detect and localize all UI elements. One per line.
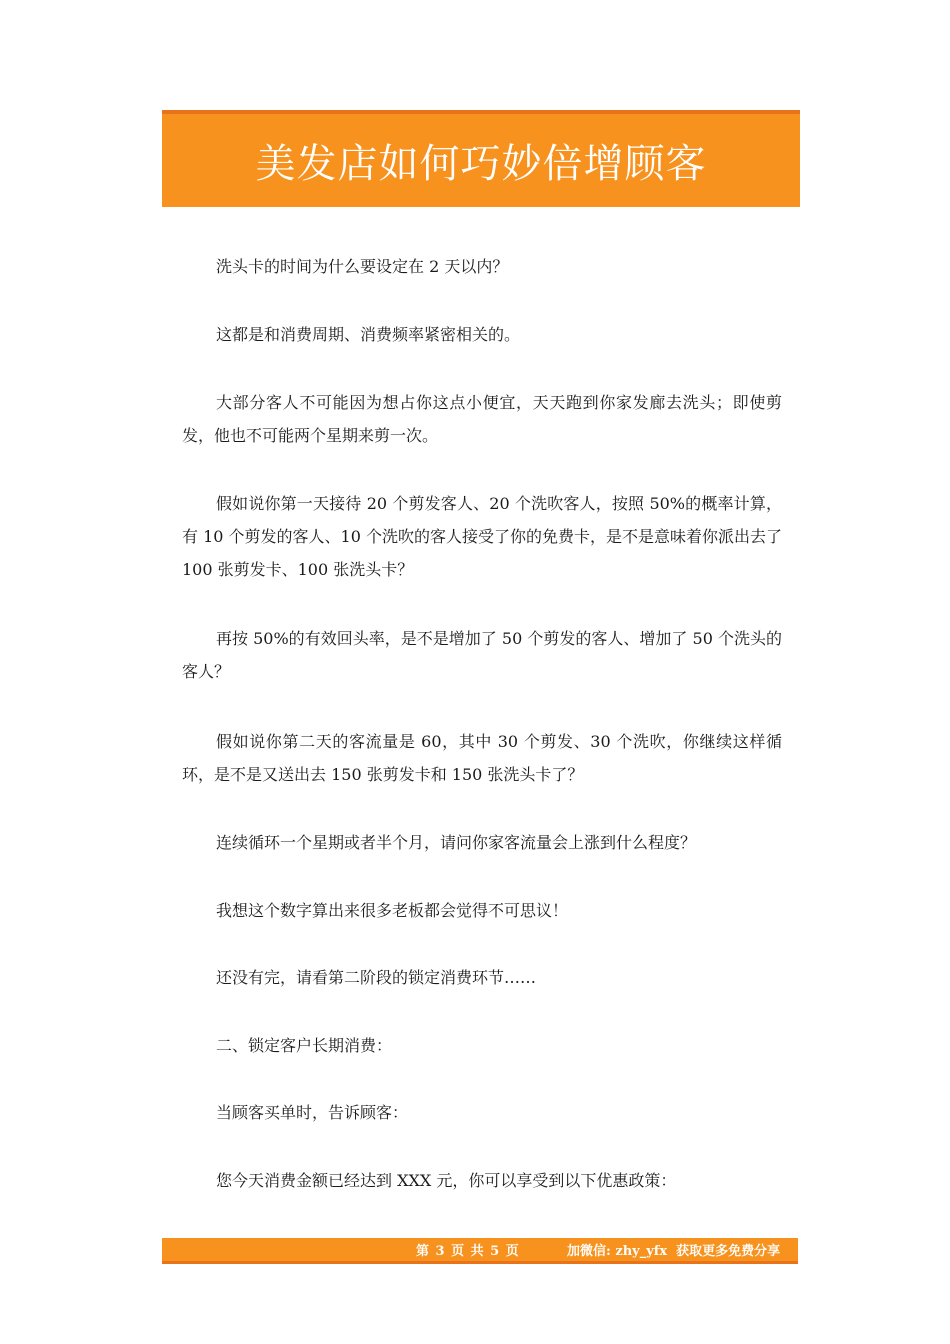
paragraph: 再按 50%的有效回头率，是不是增加了 50 个剪发的客人、增加了 50 个洗头的客人？ (182, 629, 782, 681)
paragraph: 还没有完，请看第二阶段的锁定消费环节…… (216, 968, 537, 987)
footer-promo: 加微信: zhy_yfx 获取更多免费分享 (567, 1244, 781, 1259)
paragraph: 我想这个数字算出来很多老板都会觉得不可思议！ (216, 901, 569, 920)
document-title: 美发店如何巧妙倍增顾客 (255, 141, 707, 187)
paragraph: 假如说你第二天的客流量是 60，其中 30 个剪发、30 个洗吹，你继续这样循环，是不是又送出去 150 张剪发卡和 150 张洗头卡了？ (182, 732, 782, 784)
paragraph: 这都是和消费周期、消费频率紧密相关的。 (216, 325, 521, 344)
title-banner (162, 110, 800, 207)
paragraph: 假如说你第一天接待 20 个剪发客人、20 个洗吹客人，按照 50%的概率计算，有 10 个剪发的客人、10 个洗吹的客人接受了你的免费卡，是不是意味着你派出去了 100 张剪发卡、100 张洗头卡？ (182, 494, 782, 579)
paragraph: 当顾客买单时，告诉顾客： (216, 1103, 409, 1122)
page-number: 第 3 页 共 5 页 (416, 1244, 520, 1259)
paragraph: 连续循环一个星期或者半个月，请问你家客流量会上涨到什么程度？ (216, 833, 697, 852)
paragraph: 大部分客人不可能因为想占你这点小便宜，天天跑到你家发廊去洗头；即使剪发，他也不可能两个星期来剪一次。 (182, 393, 782, 445)
section-heading: 二、锁定客户长期消费： (216, 1036, 393, 1055)
paragraph: 您今天消费金额已经达到 XXX 元，你可以享受到以下优惠政策： (216, 1171, 677, 1190)
page-footer (162, 1238, 798, 1264)
paragraph: 洗头卡的时间为什么要设定在 2 天以内？ (216, 257, 509, 276)
